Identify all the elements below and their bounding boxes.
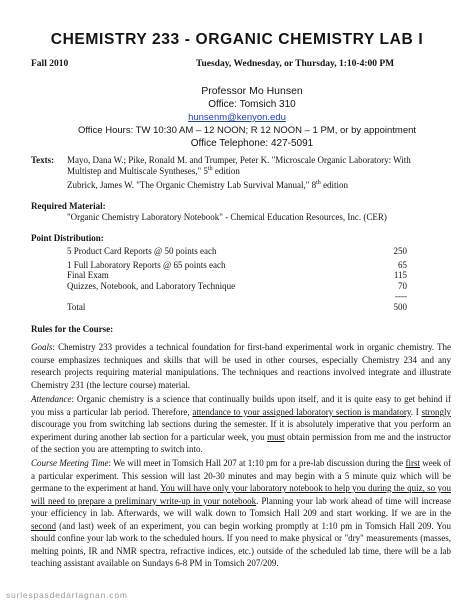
texts-label: Texts: [31,155,55,165]
text-1-line-1: Mayo, Dana W.; Pike, Ronald M. and Trumper, Peter K. "Microscale Organic Laboratory: With [67,155,411,165]
text-2: Zubrick, James W. "The Organic Chemistry Lab Survival Manual," 8th edition [67,180,349,190]
professor-name: Professor Mo Hunsen [201,85,303,97]
points-row-value: 70 [398,281,407,291]
points-row-value: 250 [393,246,407,256]
attendance-paragraph: Attendance: Organic chemistry is a science that continually builds upon itself, and it is quite easy to get behind if you miss a particular lab period. Therefore, attendance to your assigned laboratory section is mandatory. I strongly discourage you from switching lab sections during the semester. If it is absolutely imperative that you perform an experiment during another lab section for a particular week, you must obtain permission from me and the instructor of the section you are attempting to switch into. [31,394,451,454]
points-row-item: 5 Product Card Reports @ 50 points each [67,246,217,256]
document-title: CHEMISTRY 233 - ORGANIC CHEMISTRY LAB I [50,31,424,48]
goals-paragraph: Goals: Chemistry 233 provides a technical foundation for first-hand experimental work in organic chemistry. The course emphasizes techniques and skills that will be used in other courses, especially Chemistry 234 and any research projects requiring material manipulations. The techniques and reactions involved integrate and illustrate Chemistry 231 (the lecture course) material. [31,342,451,390]
office-telephone: Office Telephone: 427-5091 [190,138,314,149]
points-row-item: Quizzes, Notebook, and Laboratory Technique [67,281,236,291]
required-material-label: Required Material: [31,201,106,211]
class-schedule: Tuesday, Wednesday, or Thursday, 1:10-4:00 PM [196,59,395,69]
required-material-item: "Organic Chemistry Laboratory Notebook" - Chemical Education Resources, Inc. (CER) [67,212,387,222]
office-location: Office: Tomsich 310 [208,99,296,110]
points-row-item: Final Exam [67,270,109,280]
text-1-line-2: Multistep and Multiscale Syntheses," 5th edition [67,166,240,176]
points-row-value: 115 [393,270,407,280]
watermark: surlespasdedartagnan.com [6,590,128,600]
points-total-value: 500 [393,302,407,312]
points-row-item: 1 Full Laboratory Reports @ 65 points each [67,260,226,270]
rules-label: Rules for the Course: [31,324,114,334]
points-total-label: Total [67,302,86,312]
meeting-time-paragraph: Course Meeting Time: We will meet in Tomsich Hall 207 at 1:10 pm for a pre-lab discussion during the first week of a particular experiment. This session will last 20-30 minutes and may begin with a 5 minute quiz which will be germane to the experiment at hand. You will have only your laboratory notebook to help you during the quiz, so you will need to prepare a preliminary write-up in your notebook. Planning your lab work ahead of time will increase your efficiency in lab. Afterwards, we will walk down to Tomsich Hall 209 and start working. If we are in the second (and last) week of an experiment, you can begin working promptly at 1:10 pm in Tomsich Hall 209. You should confine your lab work to the scheduled hours. If you need to make physical or "dry" measurements (masses, melting points, IR and NMR spectra, refractive indices, etc.) outside of the scheduled lab time, there will be a lab teaching assistant available on Sundays 6-8 PM in Tomsich 207/209. [31,458,452,568]
term: Fall 2010 [31,59,69,69]
point-distribution-label: Point Distribution: [31,233,104,243]
email-link[interactable]: hunsenm@kenyon.edu [188,112,286,123]
points-row-value: 65 [398,260,407,270]
office-hours: Office Hours: TW 10:30 AM – 12 NOON; R 12 NOON – 1 PM, or by appointment [77,125,417,136]
points-total-rule: ---- [395,291,407,301]
